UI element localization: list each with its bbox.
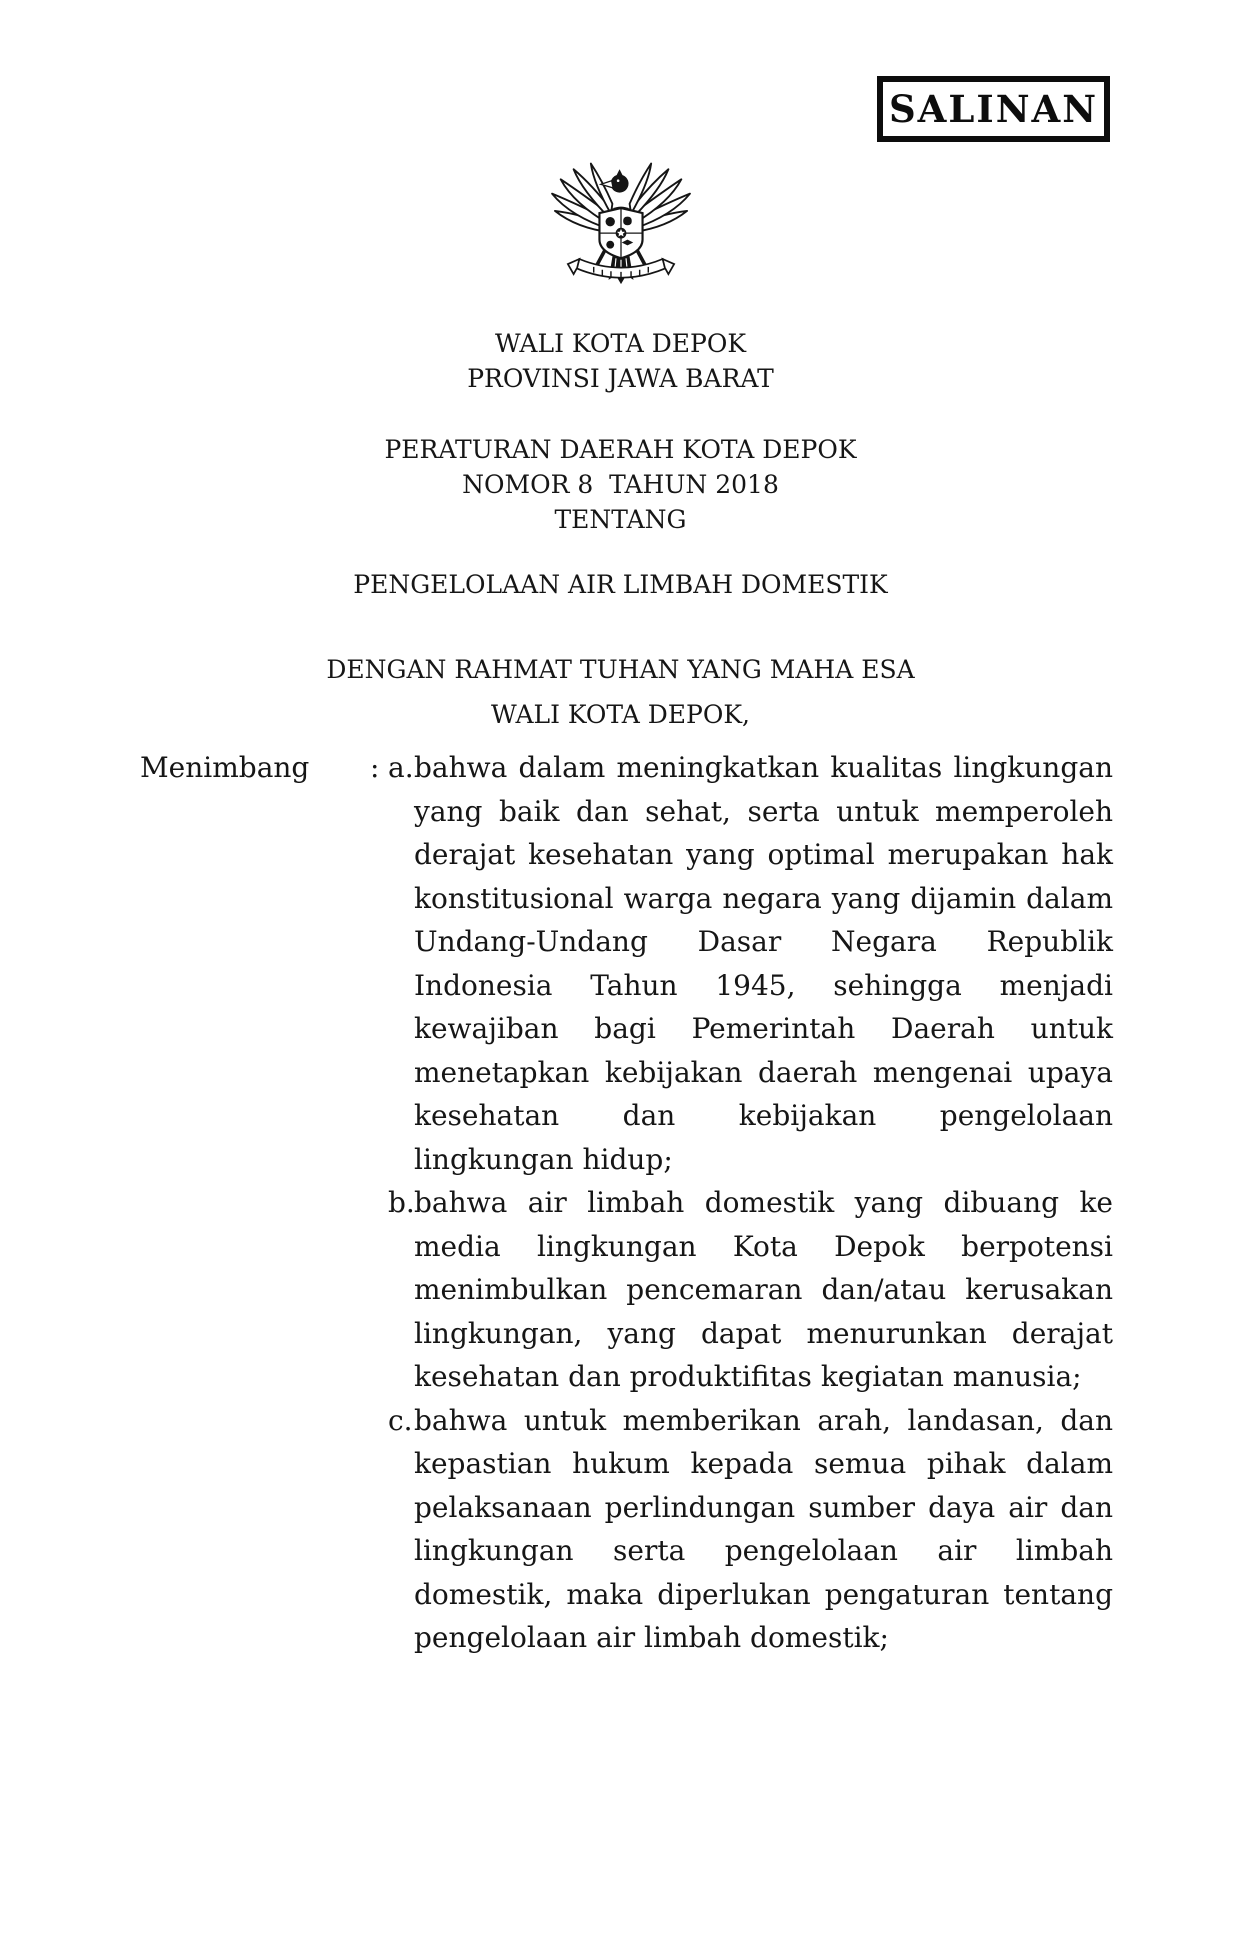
item-letter: c. [388,1403,413,1437]
item-letter: b. [388,1186,415,1219]
considering-colon: : [370,751,380,784]
item-text: bahwa air limbah domestik yang dibuang ke media lingkungan Kota Depok berpotensi menimbulkan pencemaran dan/atau kerusakan lingkungan, yang dapat menurunkan derajat kesehatan dan produktifitas kegiatan manusia; [414,1186,1113,1393]
considering-item-a [388,746,1113,1181]
item-text: bahwa untuk memberikan arah, landasan, dan kepastian hukum kepada semua pihak dalam pelaksanaan perlindungan sumber daya air dan lingkungan serta pengelolaan air limbah domestik, maka diperlukan pengaturan tentang pengelolaan air limbah domestik; [414,1403,1113,1654]
regulation-title: PERATURAN DAERAH KOTA DEPOK [384,435,857,464]
preamble-authority: WALI KOTA DEPOK, [491,700,750,729]
considering-items [388,746,1113,1660]
org-header-line-2: PROVINSI JAWA BARAT [467,364,774,393]
preamble-invocation: DENGAN RAHMAT TUHAN YANG MAHA ESA [326,655,915,684]
regulation-subject: PENGELOLAAN AIR LIMBAH DOMESTIK [353,570,888,599]
item-letter: a. [388,751,414,784]
garuda-pancasila-emblem-icon [542,156,700,306]
organization-header [0,326,1241,396]
org-header-line-1: WALI KOTA DEPOK [494,329,747,358]
regulation-title-block [0,432,1241,537]
regulation-about-label: TENTANG [554,505,687,534]
item-text: bahwa dalam meningkatkan kualitas lingkungan yang baik dan sehat, serta untuk memperoleh derajat kesehatan yang optimal merupakan hak konstitusional warga negara yang dijamin dalam Undang-Undang Dasar Negara Republik Indonesia Tahun 1945, sehingga menjadi kewajiban bagi Pemerintah Daerah untuk menetapkan kebijakan daerah mengenai upaya kesehatan dan kebijakan pengelolaan lingkungan hidup; [414,751,1113,1176]
considering-item-b [388,1181,1113,1399]
considering-label: Menimbang [140,751,310,784]
regulation-number: NOMOR 8 TAHUN 2018 [462,470,779,499]
considering-item-c [388,1399,1113,1660]
considering-section [140,746,1113,1660]
salinan-stamp: SALINAN [877,76,1110,142]
